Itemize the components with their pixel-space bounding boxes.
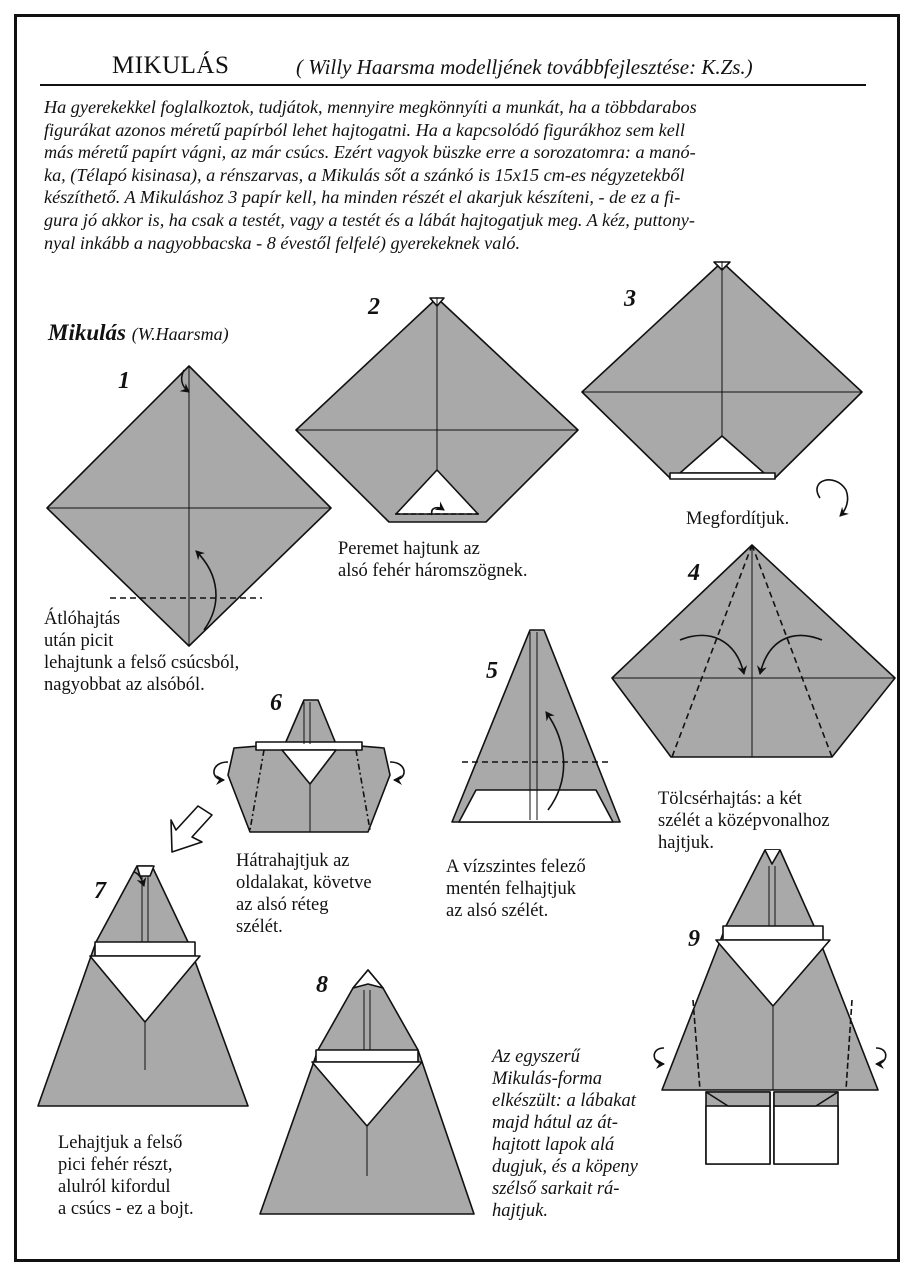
- caption-line: Az egyszerű: [492, 1047, 580, 1067]
- caption-line: alulról kifordul: [58, 1177, 171, 1197]
- direction-arrow-icon: [171, 806, 212, 852]
- step-number: 9: [688, 926, 700, 952]
- caption-line: Lehajtjuk a felső: [58, 1133, 183, 1153]
- step-number: 6: [270, 690, 282, 716]
- caption-line: hajtott lapok alá: [492, 1135, 615, 1155]
- page-subtitle: ( Willy Haarsma modelljének továbbfejlesztése: K.Zs.): [296, 55, 753, 79]
- step-5-caption: [446, 856, 622, 922]
- step-8-caption: [492, 1046, 638, 1222]
- caption-line: elkészült: a lábakat: [492, 1091, 636, 1111]
- page-title: MIKULÁS: [112, 52, 230, 79]
- step-8-diagram: [260, 970, 474, 1214]
- caption-line: Tölcsérhajtás: a két: [658, 789, 802, 809]
- step-number: 7: [94, 878, 106, 904]
- caption-line: dugjuk, és a köpeny: [492, 1157, 638, 1177]
- step-6-caption: [236, 850, 372, 938]
- intro-line: gura jó akkor is, ha csak a testét, vagy a testét és a lábát hajtogatjuk meg. A kéz, puttony-: [44, 209, 695, 230]
- caption-line: Átlóhajtás: [44, 609, 121, 629]
- intro-line: más méretű papírt vágni, az már csúcs. Ezért vagyok büszke erre a sorozatomra: a manó-: [44, 142, 696, 163]
- section-name: Mikulás: [48, 320, 126, 345]
- caption-line: A vízszintes felező: [446, 857, 586, 877]
- intro-line: ka, (Télapó kisinasa), a rénszarvas, a Mikulás sőt a szánkó is 15x15 cm-es négyzetekből: [44, 164, 685, 185]
- turn-over-icon: [817, 480, 848, 516]
- step-number: 3: [624, 286, 636, 312]
- step-2-diagram: [296, 298, 578, 522]
- step-number: 8: [316, 972, 328, 998]
- step-5-diagram: [452, 630, 620, 822]
- step-7-diagram: [38, 866, 248, 1106]
- step-1-diagram: [47, 366, 331, 646]
- caption-line: Megfordítjuk.: [686, 509, 790, 529]
- step-number: 1: [118, 368, 130, 394]
- step-6-diagram: [214, 700, 404, 832]
- caption-line: Peremet hajtunk az: [338, 539, 480, 559]
- step-number: 2: [368, 294, 380, 320]
- caption-line: nagyobbat az alsóból.: [44, 675, 205, 695]
- step-number: 5: [486, 658, 498, 684]
- caption-line: szélét.: [236, 917, 283, 937]
- caption-line: hajtjuk.: [492, 1201, 549, 1221]
- section-author: (W.Haarsma): [131, 324, 229, 344]
- step-7-caption: [58, 1132, 194, 1220]
- caption-line: az alsó szélét.: [446, 901, 549, 921]
- caption-line: hajtjuk.: [658, 833, 715, 853]
- step-9-diagram: [654, 850, 886, 1164]
- caption-line: Mikulás-forma: [492, 1069, 602, 1089]
- step-4-caption: [658, 788, 830, 854]
- caption-line: az alsó réteg: [236, 895, 329, 915]
- caption-line: a csúcs - ez a bojt.: [58, 1199, 194, 1219]
- step-number: 4: [688, 560, 700, 586]
- caption-line: Hátrahajtjuk az: [236, 851, 350, 871]
- step-2-caption: [338, 538, 528, 582]
- step-3-caption: [686, 508, 789, 530]
- intro-line: figurákat azonos méretű papírból lehet hajtogatni. Ha a kapcsolódó figurákhoz sem kell: [44, 119, 685, 140]
- caption-line: után picit: [44, 631, 114, 651]
- caption-line: majd hátul az át-: [492, 1113, 618, 1133]
- intro-line: készíthető. A Mikuláshoz 3 papír kell, ha minden részét el akarjuk készíteni, - de ez a fi-: [44, 187, 681, 208]
- caption-line: lehajtunk a felső csúcsból,: [44, 653, 240, 673]
- caption-line: mentén felhajtjuk: [446, 879, 576, 899]
- caption-line: szélső sarkait rá-: [492, 1179, 620, 1199]
- caption-line: oldalakat, követve: [236, 873, 372, 893]
- step-1-caption: [44, 608, 239, 696]
- caption-line: alsó fehér háromszögnek.: [338, 561, 528, 581]
- caption-line: szélét a középvonalhoz: [658, 811, 830, 831]
- intro-line: nyal inkább a nagyobbacska - 8 évestől felfelé) gyerekeknek való.: [44, 232, 521, 253]
- caption-line: pici fehér részt,: [58, 1155, 173, 1175]
- step-4-diagram: [612, 545, 895, 757]
- intro-line: Ha gyerekekkel foglalkoztok, tudjátok, mennyire megkönnyíti a munkát, ha a többdarabos: [44, 97, 697, 117]
